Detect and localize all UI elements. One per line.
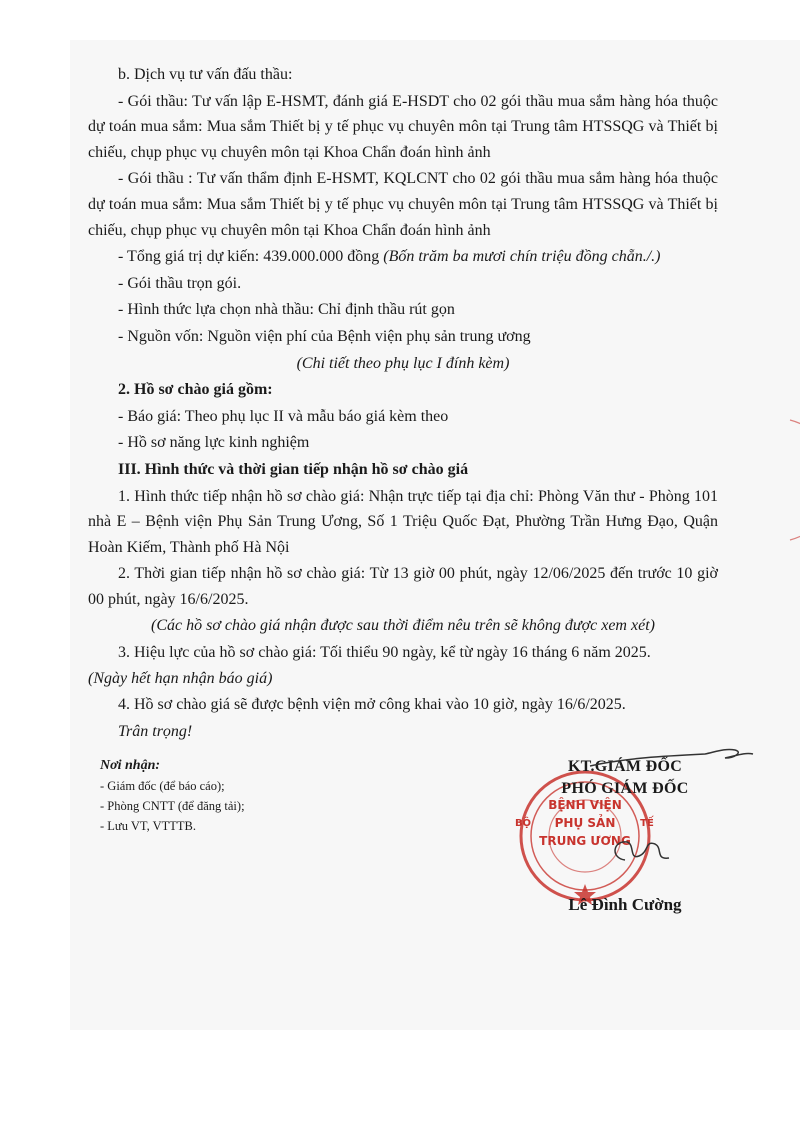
recipient-item: - Giám đốc (để báo cáo); (100, 779, 225, 793)
item-4: 4. Hồ sơ chào giá sẽ được bệnh viện mở công khai vào 10 giờ, ngày 16/6/2025. (118, 696, 626, 714)
signature-block (505, 758, 745, 928)
item-3: 3. Hiệu lực của hồ sơ chào giá: Tối thiểu 90 ngày, kể từ ngày 16 tháng 6 năm 2025. (118, 644, 651, 662)
total-value (88, 244, 718, 270)
partial-stamp-icon (760, 400, 800, 560)
document-body (88, 62, 718, 744)
seal-side-left: BỘ (514, 818, 532, 829)
signature-title-2: PHÓ GIÁM ĐỐC (561, 780, 689, 797)
recipients-block (100, 758, 360, 836)
item-1: 1. Hình thức tiếp nhận hồ sơ chào giá: Nhận trực tiếp tại địa chỉ: Phòng Văn thư - Phòng 101 nhà E – Bệnh viện Phụ Sản Trung Ương, Số 1 Triệu Quốc Đạt, Phường Trần Hưng Đạo, Quận Hoàn Kiếm, Thành phố Hà Nội (88, 487, 718, 556)
total-value-words: (Bốn trăm ba mươi chín triệu đồng chẵn./.) (383, 248, 661, 266)
recipients-title: Nơi nhận: (100, 758, 161, 773)
seal-side-right: TẾ (640, 818, 654, 829)
appendix-note: (Chi tiết theo phụ lục I đính kèm) (296, 354, 510, 372)
package-1: - Gói thầu: Tư vấn lập E-HSMT, đánh giá E-HSDT cho 02 gói thầu mua sắm hàng hóa thuộc dự toán mua sắm: Mua sắm Thiết bị y tế phục vụ chuyên môn tại Trung tâm HTSSQG và Thiết bị chiếu, chụp phục vụ chuyên môn tại Khoa Chẩn đoán hình ảnh (88, 92, 718, 161)
recipient-item: - Lưu VT, VTTTB. (100, 819, 197, 833)
quote-item-2: - Hồ sơ năng lực kinh nghiệm (118, 434, 310, 452)
signer-name: Lê Đình Cường (568, 895, 682, 914)
package-2: - Gói thầu : Tư vấn thẩm định E-HSMT, KQLCNT cho 02 gói thầu mua sắm hàng hóa thuộc dự toán mua sắm: Mua sắm Thiết bị y tế phục vụ chuyên môn tại Trung tâm HTSSQG và Thiết bị chiếu, chụp phục vụ chuyên môn tại Khoa Chẩn đoán hình ảnh (88, 170, 718, 239)
quote-item-1: - Báo giá: Theo phụ lục II và mẫu báo giá kèm theo (118, 407, 449, 425)
signature-mark-icon (605, 830, 675, 870)
selection-method: - Hình thức lựa chọn nhà thầu: Chỉ định thầu rút gọn (118, 301, 455, 319)
section-3-title: III. Hình thức và thời gian tiếp nhận hồ sơ chào giá (118, 460, 469, 478)
signature-title-1: KT.GIÁM ĐỐC (567, 758, 683, 775)
signature-scribble-icon (585, 744, 755, 774)
seal-line-1: BỆNH VIỆN (548, 798, 622, 812)
total-value-text: - Tổng giá trị dự kiến: 439.000.000 đồng (118, 248, 384, 266)
seal-line-2: PHỤ SẢN (554, 816, 616, 830)
seal-line-3: TRUNG ƯƠNG (539, 834, 631, 848)
package-type: - Gói thầu trọn gói. (118, 274, 242, 292)
closing-text: Trân trọng! (118, 722, 193, 740)
section-b-title: b. Dịch vụ tư vấn đấu thầu: (118, 66, 293, 83)
item-3-note: (Ngày hết hạn nhận báo giá) (88, 669, 273, 687)
item-2: 2. Thời gian tiếp nhận hồ sơ chào giá: Từ 13 giờ 00 phút, ngày 12/06/2025 đến trước 10 giờ 00 phút, ngày 16/6/2025. (88, 565, 718, 608)
late-note: (Các hồ sơ chào giá nhận được sau thời điểm nêu trên sẽ không được xem xét) (151, 617, 655, 635)
recipient-item: - Phòng CNTT (để đăng tải); (100, 799, 245, 813)
funding-source: - Nguồn vốn: Nguồn viện phí của Bệnh viện phụ sản trung ương (118, 327, 531, 345)
section-2-title: 2. Hồ sơ chào giá gồm: (118, 381, 273, 399)
